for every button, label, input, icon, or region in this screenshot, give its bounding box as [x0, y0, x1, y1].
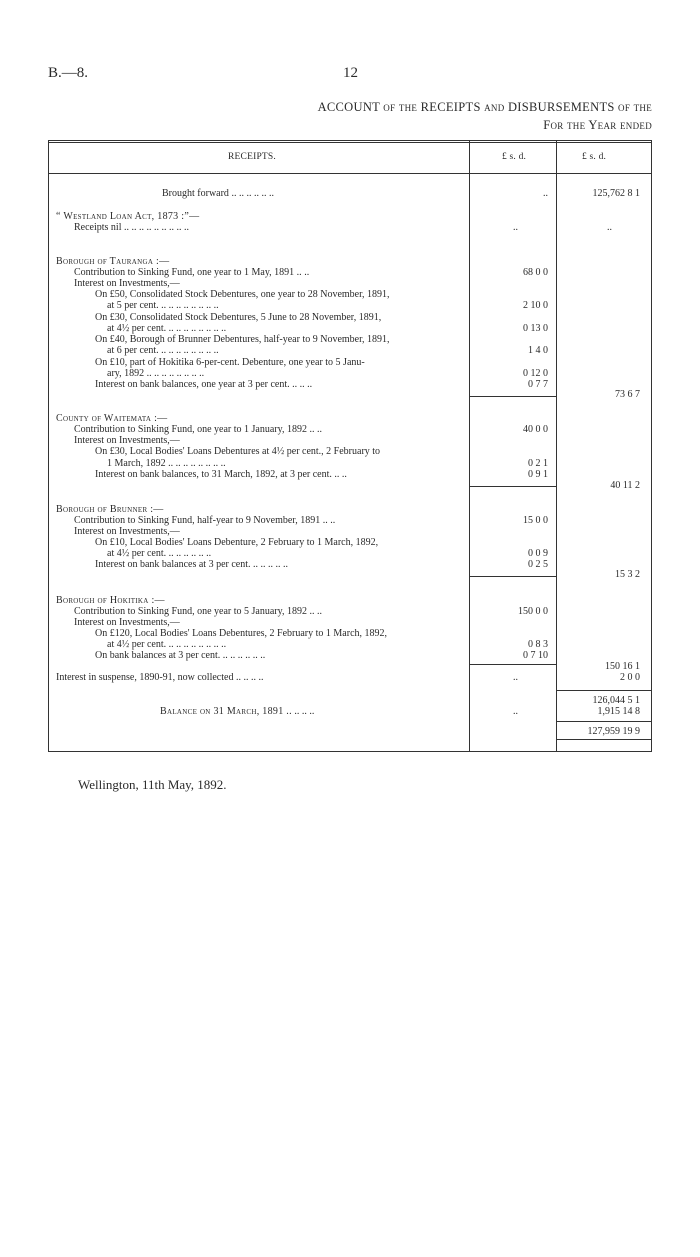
table-row — [0, 334, 700, 345]
table-row — [0, 526, 700, 537]
inner-amount: .. — [543, 188, 548, 199]
outer-amount: 125,762 8 1 — [592, 188, 640, 199]
row-text: On bank balances at 3 per cent. .. .. .. .. .. .. — [95, 650, 266, 661]
inner-amount-header: £ s. d. — [502, 152, 527, 162]
inner-amount: 68 0 0 — [523, 267, 548, 278]
outer-amount: 126,044 5 1 — [592, 695, 640, 706]
row-text: On £10, part of Hokitika 6-per-cent. Debenture, one year to 5 Janu- — [95, 357, 365, 368]
subtotal-row — [0, 661, 700, 672]
outer-amount: 40 11 2 — [610, 480, 640, 491]
table-row — [0, 469, 700, 480]
table-row — [0, 595, 700, 606]
table-row — [0, 424, 700, 435]
subtotal-row — [0, 480, 700, 491]
subtotal-row — [0, 569, 700, 580]
table-row — [0, 628, 700, 639]
section-heading: Borough of Hokitika :— — [56, 595, 165, 606]
table-row — [0, 368, 700, 379]
subtotal-row — [0, 389, 700, 400]
inner-amount: .. — [513, 222, 518, 233]
table-row — [0, 357, 700, 368]
table-row — [0, 267, 700, 278]
table-row — [0, 548, 700, 559]
table-row — [0, 188, 700, 199]
table-row — [0, 537, 700, 548]
row-text: at 4½ per cent. .. .. .. .. .. .. — [107, 548, 212, 559]
row-text: Interest in suspense, 1890-91, now collected .. .. .. .. — [56, 672, 264, 683]
section-heading: “ Westland Loan Act, 1873 :”— — [56, 211, 200, 222]
table-row — [0, 323, 700, 334]
inner-amount: 1 4 0 — [528, 345, 548, 356]
row-text: Interest on bank balances at 3 per cent. .. .. .. .. .. — [95, 559, 288, 570]
total-rule-top — [556, 721, 651, 722]
row-text: Interest on Investments,— — [74, 278, 180, 289]
table-row — [0, 617, 700, 628]
row-text: Contribution to Sinking Fund, one year to 5 January, 1892 .. .. — [74, 606, 322, 617]
inner-amount: 0 2 1 — [528, 458, 548, 469]
report-reference: B.—8. — [48, 65, 89, 81]
table-row — [0, 289, 700, 300]
page-title — [318, 100, 652, 115]
table-row — [0, 446, 700, 457]
row-text: at 4½ per cent. .. .. .. .. .. .. .. .. — [107, 639, 227, 650]
table-row — [0, 672, 700, 683]
table-row — [0, 312, 700, 323]
table-row — [0, 211, 700, 222]
table-row — [0, 515, 700, 526]
table-row — [0, 650, 700, 661]
inner-amount: 0 7 10 — [523, 650, 548, 661]
section-heading: Borough of Brunner :— — [56, 504, 164, 515]
table-row — [0, 256, 700, 267]
row-text: Brought forward .. .. .. .. .. .. — [162, 188, 274, 199]
inner-amount: 0 13 0 — [523, 323, 548, 334]
page-subtitle — [543, 118, 652, 133]
row-text: On £50, Consolidated Stock Debentures, one year to 28 November, 1891, — [95, 289, 390, 300]
row-text: Balance on 31 March, 1891 .. .. .. .. — [160, 706, 315, 717]
section-heading: Borough of Tauranga :— — [56, 256, 170, 267]
inner-amount: 150 0 0 — [518, 606, 548, 617]
place-and-date: Wellington, 11th May, 1892. — [78, 777, 227, 792]
table-row — [0, 278, 700, 289]
section-heading: County of Waitemata :— — [56, 413, 168, 424]
table-row — [0, 413, 700, 424]
row-text: On £40, Borough of Brunner Debentures, half-year to 9 November, 1891, — [95, 334, 390, 345]
table-row — [0, 222, 700, 233]
grand-total-row — [0, 726, 700, 737]
row-text: Contribution to Sinking Fund, one year to 1 May, 1891 .. .. — [74, 267, 310, 278]
sum-row — [0, 695, 700, 706]
row-text: Receipts nil .. .. .. .. .. .. .. .. .. — [74, 222, 189, 233]
row-text: Interest on Investments,— — [74, 435, 180, 446]
title-line-2: For the Year ended — [543, 118, 652, 132]
row-text: Interest on bank balances, to 31 March, 1892, at 3 per cent. .. .. — [95, 469, 347, 480]
table-top-rule — [48, 140, 652, 141]
table-row — [0, 345, 700, 356]
table-row — [0, 435, 700, 446]
row-text: On £10, Local Bodies' Loans Debenture, 2 February to 1 March, 1892, — [95, 537, 379, 548]
row-text: On £120, Local Bodies' Loans Debentures, 2 February to 1 March, 1892, — [95, 628, 388, 639]
table-row — [0, 458, 700, 469]
inner-amount: 0 8 3 — [528, 639, 548, 650]
inner-amount: 0 7 7 — [528, 379, 548, 390]
outer-amount: 1,915 14 8 — [597, 706, 640, 717]
outer-amount: 15 3 2 — [615, 569, 640, 580]
table-top-rule-2 — [48, 142, 652, 143]
outer-amount: 150 16 1 — [605, 661, 640, 672]
row-text: at 5 per cent. .. .. .. .. .. .. .. .. — [107, 300, 219, 311]
row-text: 1 March, 1892 .. .. .. .. .. .. .. .. — [107, 458, 226, 469]
inner-amount: .. — [513, 706, 518, 717]
table-bottom-rule — [48, 751, 652, 752]
inner-amount: 0 2 5 — [528, 559, 548, 570]
outer-amount: .. — [607, 222, 612, 233]
outer-amount-header: £ s. d. — [582, 152, 607, 162]
inner-amount: 15 0 0 — [523, 515, 548, 526]
row-text: Interest on bank balances, one year at 3 per cent. .. .. .. — [95, 379, 313, 390]
row-text: at 6 per cent. .. .. .. .. .. .. .. .. — [107, 345, 219, 356]
table-row — [0, 300, 700, 311]
table-row — [0, 639, 700, 650]
row-text: On £30, Local Bodies' Loans Debentures at 4½ per cent., 2 February to — [95, 446, 381, 457]
row-text: Interest on Investments,— — [74, 617, 180, 628]
grand-total-amount: 127,959 19 9 — [587, 726, 640, 737]
sum-rule — [556, 690, 651, 691]
inner-amount: 2 10 0 — [523, 300, 548, 311]
balance-row — [0, 706, 700, 717]
inner-amount: .. — [513, 672, 518, 683]
receipts-column-header: RECEIPTS. — [228, 152, 276, 162]
inner-amount: 0 12 0 — [523, 368, 548, 379]
page-number: 12 — [343, 65, 358, 81]
total-rule-bottom — [556, 739, 651, 740]
inner-amount: 0 0 9 — [528, 548, 548, 559]
title-line-1: ACCOUNT of the RECEIPTS and DISBURSEMENTS of the — [317, 100, 652, 114]
table-row — [0, 504, 700, 515]
row-text: Contribution to Sinking Fund, one year to 1 January, 1892 .. .. — [74, 424, 322, 435]
inner-amount: 40 0 0 — [523, 424, 548, 435]
table-row — [0, 606, 700, 617]
row-text: Contribution to Sinking Fund, half-year to 9 November, 1891 .. .. — [74, 515, 336, 526]
row-text: On £30, Consolidated Stock Debentures, 5 June to 28 November, 1891, — [95, 312, 382, 323]
outer-amount: 2 0 0 — [620, 672, 640, 683]
row-text: ary, 1892 .. .. .. .. .. .. .. .. — [107, 368, 205, 379]
inner-amount: 0 9 1 — [528, 469, 548, 480]
row-text: Interest on Investments,— — [74, 526, 180, 537]
row-text: at 4½ per cent. .. .. .. .. .. .. .. .. — [107, 323, 227, 334]
outer-amount: 73 6 7 — [615, 389, 640, 400]
header-bottom-rule — [48, 173, 652, 174]
